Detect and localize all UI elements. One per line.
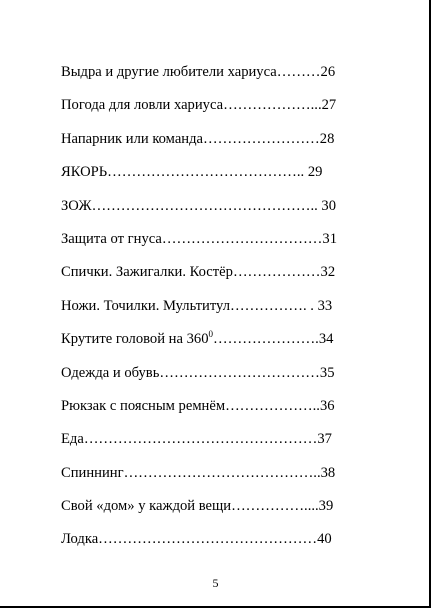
toc-entry xyxy=(61,462,367,495)
toc-entry-title: Рюкзак с поясным ремнём……………….. xyxy=(61,397,320,414)
toc-entry-page: 35 xyxy=(319,364,335,381)
toc-entry xyxy=(61,61,367,94)
toc-entry-title: ЯКОРЬ………………………………….. xyxy=(61,164,308,181)
toc-entry-page: 29 xyxy=(307,164,323,181)
toc-entry-title: Еда………………………………………… xyxy=(61,431,318,448)
toc-entry xyxy=(61,428,367,461)
toc-entry xyxy=(61,261,367,294)
toc-entry-page: 32 xyxy=(320,264,336,281)
toc-entry-page: 26 xyxy=(320,64,336,80)
toc-entry-title: Спиннинг………………………………….. xyxy=(61,464,321,481)
toc-entry-title: Напарник или команда…………………… xyxy=(61,130,320,147)
toc-entry-page: 33 xyxy=(317,297,333,314)
toc-entry xyxy=(61,328,367,361)
toc-entry xyxy=(61,395,367,428)
toc-entry-page: 34 xyxy=(318,331,334,348)
toc-entry-title: Лодка……………………………………… xyxy=(61,531,318,548)
toc-entry-title: Одежда и обувь…………………………… xyxy=(61,364,320,381)
toc-entry-title: Погода для ловли хариуса………………... xyxy=(61,97,322,114)
toc-entry-leader: …………………. xyxy=(213,331,319,348)
toc-entry xyxy=(61,228,367,261)
toc-entry-title: Спички. Зажигалки. Костёр……………… xyxy=(61,264,321,281)
toc-entry xyxy=(61,362,367,395)
toc-entry-page: 38 xyxy=(320,464,336,481)
toc-entry-page: 30 xyxy=(321,197,337,214)
toc-entry xyxy=(61,161,367,194)
toc-entry-page: 27 xyxy=(321,97,337,114)
toc-entry-title: Крутите головой на 360 xyxy=(61,331,209,348)
toc-entry xyxy=(61,295,367,328)
toc-entry xyxy=(61,195,367,228)
toc-entry-title: ЗОЖ……………………………………….. xyxy=(61,197,322,214)
degree-superscript: 0 xyxy=(208,329,214,340)
toc-entry xyxy=(61,128,367,161)
toc-entry xyxy=(61,528,367,561)
toc-entry-page: 36 xyxy=(319,397,335,414)
toc-entry-title: Свой «дом» у каждой вещи…………….... xyxy=(61,498,319,515)
table-of-contents xyxy=(61,61,367,562)
page-number: 5 xyxy=(212,576,219,590)
toc-entry xyxy=(61,495,367,528)
toc-entry-page: 39 xyxy=(318,498,334,515)
toc-entry-title: Выдра и другие любители хариуса……… xyxy=(61,64,321,80)
toc-entry-page: 31 xyxy=(322,230,337,247)
toc-entry-page: 40 xyxy=(317,531,332,548)
toc-entry-page: 37 xyxy=(317,431,332,448)
toc-entry xyxy=(61,94,367,127)
toc-entry-title: Ножи. Точилки. Мультитул……………. . xyxy=(61,297,318,314)
toc-entry-title: Защита от гнуса…………………………… xyxy=(61,230,323,247)
toc-entry-page: 28 xyxy=(319,130,335,147)
